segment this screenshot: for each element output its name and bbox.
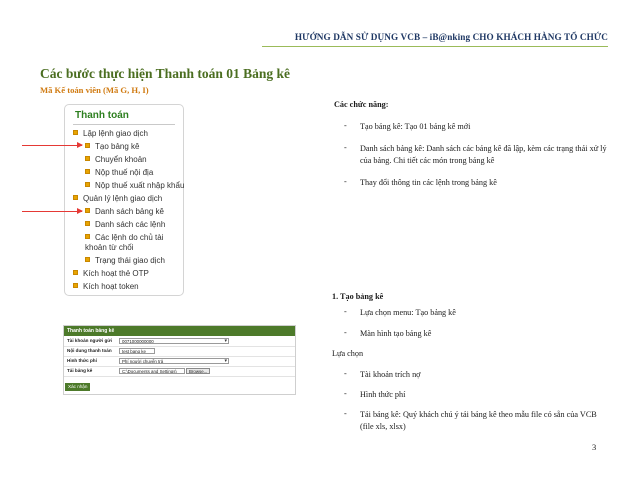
- step-choose-menu: Lựa chọn menu: Tạo bảng kê: [360, 308, 456, 317]
- menu-item-create-transaction[interactable]: Lập lệnh giao dịch: [73, 129, 148, 139]
- function-item-3: Thay đổi thông tin các lệnh trong bảng kê: [360, 178, 497, 187]
- page-subtitle: Mã Kế toán viên (Mã G, H, I): [40, 85, 149, 95]
- bullet-icon: [85, 169, 90, 174]
- upload-file-input[interactable]: C:\Documents and Settings\: [119, 368, 185, 374]
- menu-item-import-export-tax[interactable]: Nộp thuế xuất nhập khẩu: [85, 181, 184, 191]
- page-number: 3: [592, 442, 597, 452]
- menu-item-create-list[interactable]: Tạo bảng kê: [85, 142, 139, 152]
- bullet-icon: [85, 234, 90, 239]
- function-item-2: Danh sách bảng kê: Danh sách các bảng kê đã lập, kèm các trạng thái xử lý của bảng. Chi tiết các món trong bảng kê: [360, 144, 607, 165]
- arrow-create-list-icon: [22, 145, 82, 146]
- payment-content-label: Nội dung thanh toán: [67, 348, 112, 353]
- payment-menu-panel: [64, 104, 184, 296]
- bullet-icon: [73, 130, 78, 135]
- menu-divider: [73, 124, 175, 125]
- bullet-icon: [73, 270, 78, 275]
- dash-icon: -: [344, 121, 347, 130]
- header-rule: [262, 46, 608, 47]
- dash-icon: -: [344, 328, 347, 337]
- choose-label: Lựa chọn: [332, 349, 364, 358]
- document-header: HƯỚNG DẪN SỬ DỤNG VCB – iB@nking CHO KHÁCH HÀNG TỔ CHỨC: [294, 32, 608, 42]
- menu-item-list-of-orders[interactable]: Danh sách các lệnh: [85, 220, 165, 230]
- form-row-fee-type: [64, 357, 295, 367]
- menu-item-domestic-tax[interactable]: Nộp thuế nội địa: [85, 168, 153, 178]
- choice-fee-type: Hình thức phí: [360, 390, 406, 399]
- menu-title: Thanh toán: [75, 110, 129, 121]
- step-create-screen: Màn hình tạo bảng kê: [360, 329, 432, 338]
- choice-debit-account: Tài khoản trích nợ: [360, 370, 421, 379]
- arrow-list-of-lists-icon: [22, 211, 82, 212]
- menu-item-activate-otp[interactable]: Kích hoạt thẻ OTP: [73, 269, 149, 279]
- page-title: Các bước thực hiện Thanh toán 01 Bảng kê: [40, 66, 290, 81]
- function-item-1: Tạo bảng kê: Tạo 01 bảng kê mới: [360, 122, 471, 131]
- payment-content-input[interactable]: test bang ke: [119, 348, 155, 354]
- bullet-icon: [85, 208, 90, 213]
- dash-icon: -: [344, 369, 347, 378]
- menu-item-rejected-orders[interactable]: Các lệnh do chủ tài khoản từ chối: [85, 233, 164, 252]
- menu-item-transaction-status[interactable]: Trạng thái giao dịch: [85, 256, 165, 266]
- fee-type-label: Hình thức phí: [67, 358, 97, 363]
- dash-icon: -: [344, 177, 347, 186]
- sender-account-label: Tài khoản người gửi: [67, 338, 112, 343]
- bullet-icon: [73, 195, 78, 200]
- bullet-icon: [85, 221, 90, 226]
- dash-icon: -: [344, 143, 347, 152]
- form-row-sender-account: [64, 337, 295, 347]
- fee-type-select[interactable]: Phí người chuyển trả ▾: [119, 358, 229, 364]
- form-row-payment-content: [64, 347, 295, 357]
- menu-item-transfer[interactable]: Chuyển khoản: [85, 155, 147, 165]
- bullet-icon: [73, 283, 78, 288]
- section-1-heading: 1. Tạo bảng kê: [332, 292, 384, 301]
- bullet-icon: [85, 182, 90, 187]
- form-title: Thanh toán bảng kê: [64, 326, 295, 336]
- choice-upload-list: Tải bảng kê: Quý khách chú ý tải bảng kê theo mẫu file có sẵn của VCB (file xls, xlsx): [360, 410, 597, 431]
- menu-item-manage-transactions[interactable]: Quản lý lệnh giao dịch: [73, 194, 162, 204]
- dash-icon: -: [344, 307, 347, 316]
- bullet-icon: [85, 156, 90, 161]
- browse-button[interactable]: Browse...: [186, 368, 210, 374]
- upload-list-label: Tải bảng kê: [67, 368, 93, 373]
- dash-icon: -: [344, 409, 347, 418]
- bullet-icon: [85, 143, 90, 148]
- dash-icon: -: [344, 389, 347, 398]
- menu-item-list-of-lists[interactable]: Danh sách bảng kê: [85, 207, 164, 217]
- confirm-button[interactable]: Xác nhận: [65, 383, 90, 391]
- functions-heading: Các chức năng:: [334, 100, 389, 109]
- sender-account-select[interactable]: 0071000000000 ▾: [119, 338, 229, 344]
- bullet-icon: [85, 257, 90, 262]
- menu-item-activate-token[interactable]: Kích hoạt token: [73, 282, 139, 292]
- create-list-form: [63, 325, 296, 395]
- form-row-upload-list: [64, 367, 295, 377]
